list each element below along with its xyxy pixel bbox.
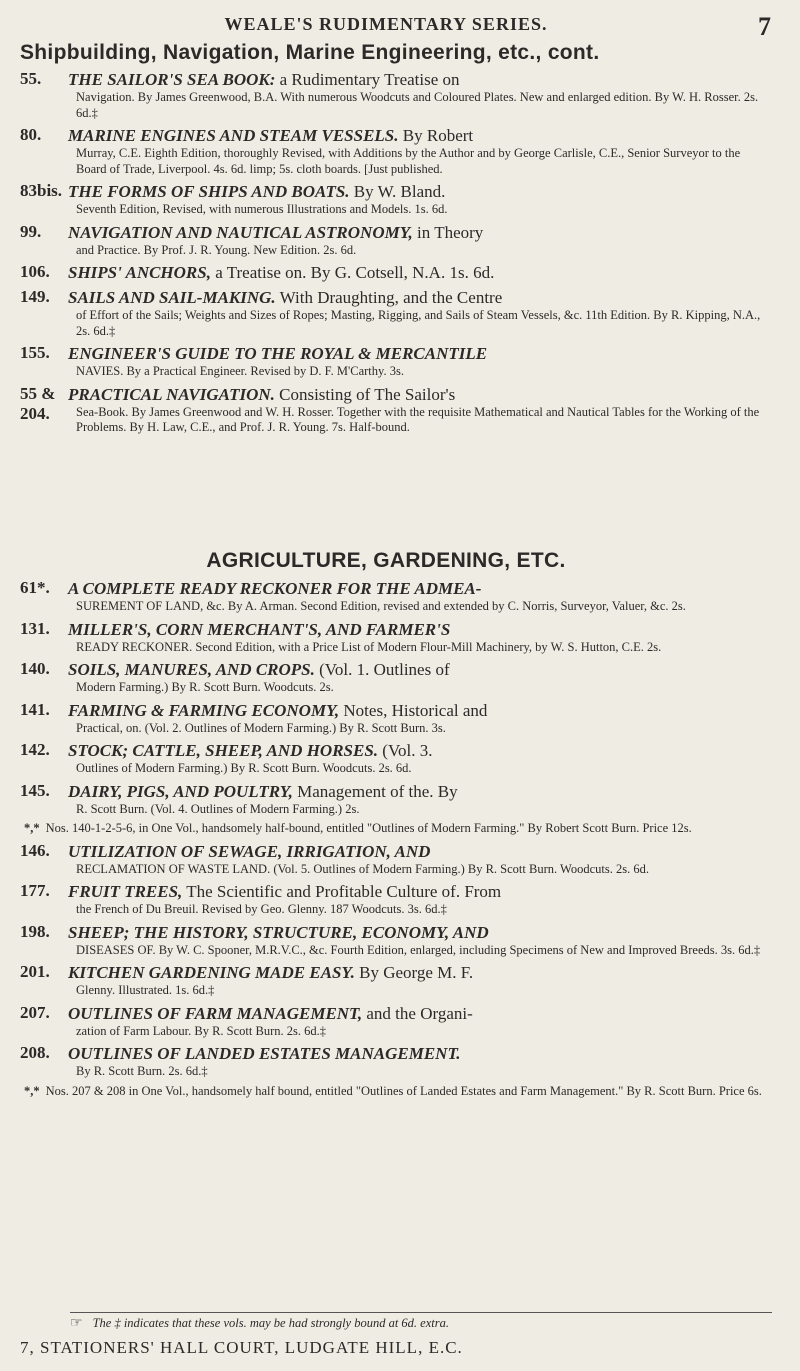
entry-number: 149. xyxy=(20,287,50,306)
catalogue-entry xyxy=(20,125,772,177)
series-note xyxy=(20,821,772,837)
page-number: 7 xyxy=(758,12,772,41)
entry-title-rest: and the Organi- xyxy=(362,1003,473,1023)
catalogue-entry xyxy=(20,181,772,218)
entry-heading xyxy=(68,841,772,862)
entry-description: Seventh Edition, Revised, with numerous Illustrations and Models. 1s. 6d. xyxy=(76,202,448,216)
entry-description: zation of Farm Labour. By R. Scott Burn. 2s. 6d.‡ xyxy=(76,1023,326,1038)
entry-number: 146. xyxy=(20,840,50,860)
pointing-hand-icon: ☞ xyxy=(70,1316,83,1331)
entry-body xyxy=(68,1043,772,1080)
entry-number: 141. xyxy=(20,699,50,719)
catalogue-entry xyxy=(20,384,772,436)
entry-heading xyxy=(68,69,772,90)
entry-title: THE SAILOR'S SEA BOOK: xyxy=(68,70,276,89)
entry-number: 55 & 204. xyxy=(20,383,56,423)
entry-description: NAVIES. By a Practical Engineer. Revised by D. F. M'Carthy. 3s. xyxy=(76,364,404,378)
entry-description: READY RECKONER. Second Edition, with a Price List of Modern Flour-Mill Machinery, by W. S. Hutton, C.E. 2s. xyxy=(76,639,662,654)
entry-description: Practical, on. (Vol. 2. Outlines of Modern Farming.) By R. Scott Burn. 3s. xyxy=(76,720,446,735)
entry-title-rest: in Theory xyxy=(412,222,484,242)
entry-title-rest: a Rudimentary Treatise on xyxy=(275,70,460,89)
entry-heading xyxy=(68,384,772,405)
catalogue-entry xyxy=(20,578,772,615)
entry-number: 55. xyxy=(20,69,42,88)
entry-number: 106. xyxy=(20,262,50,281)
entry-heading xyxy=(68,287,772,308)
entry-title-rest: Management of the. By xyxy=(292,781,458,801)
entry-title: THE FORMS OF SHIPS AND BOATS. xyxy=(68,182,350,201)
catalogue-entry xyxy=(20,69,772,121)
entry-heading xyxy=(68,659,772,680)
entry-heading xyxy=(68,125,772,146)
entry-heading xyxy=(68,262,772,283)
entry-number: 207. xyxy=(20,1002,50,1022)
entry-body xyxy=(68,343,772,380)
entry-description: DISEASES OF. By W. C. Spooner, M.R.V.C., &c. Fourth Edition, enlarged, including Specimens of New and Improved Breeds. 3s. 6d.‡ xyxy=(76,942,761,957)
entry-body xyxy=(68,578,772,615)
entry-title: NAVIGATION AND NAUTICAL ASTRONOMY, xyxy=(68,222,413,242)
entry-heading xyxy=(68,343,772,364)
entry-description: By R. Scott Burn. 2s. 6d.‡ xyxy=(76,1064,208,1078)
note-text: Nos. 207 & 208 in One Vol., handsomely half bound, entitled "Outlines of Landed Estates and Farm Management." By R. Scott Burn. Price 6s. xyxy=(45,1083,762,1098)
entry-number: 201. xyxy=(20,962,50,981)
entry-title: FARMING & FARMING ECONOMY, xyxy=(68,700,340,720)
entry-title-rest: The Scientific and Profitable Culture of. From xyxy=(182,882,502,901)
entry-title-rest: Consisting of The Sailor's xyxy=(274,384,456,404)
catalogue-entry xyxy=(20,922,772,959)
entry-body xyxy=(68,69,772,121)
entry-title: MARINE ENGINES AND STEAM VESSELS. xyxy=(68,126,399,145)
entry-number: 155. xyxy=(20,343,50,362)
entry-list-agriculture xyxy=(20,578,772,1103)
catalogue-entry xyxy=(20,222,772,259)
catalogue-entry xyxy=(20,700,772,737)
entry-heading xyxy=(68,619,772,640)
entry-heading xyxy=(68,881,772,902)
entry-body xyxy=(68,659,772,696)
series-note xyxy=(20,1084,772,1100)
footnote-text: The ‡ indicates that these vols. may be had strongly bound at 6d. extra. xyxy=(92,1316,449,1330)
entry-description: Glenny. Illustrated. 1s. 6d.‡ xyxy=(76,983,215,997)
entry-heading xyxy=(68,578,772,599)
entry-number: 145. xyxy=(20,780,50,800)
entry-heading xyxy=(68,700,772,721)
entry-description: Sea-Book. By James Greenwood and W. H. Rosser. Together with the requisite Mathematical and Nautical Tables for the Working of the Problems. By H. Law, C.E., and Prof. J. R. Young. 7s. Half-bound. xyxy=(76,404,760,434)
entry-description: RECLAMATION OF WASTE LAND. (Vol. 5. Outlines of Modern Farming.) By R. Scott Burn. Woodcuts. 2s. 6d. xyxy=(76,861,649,876)
entry-title: A COMPLETE READY RECKONER FOR THE ADMEA- xyxy=(68,579,482,598)
entry-description: SUREMENT OF LAND, &c. By A. Arman. Second Edition, revised and extended by C. Norris, Surveyor, Valuer, &c. 2s. xyxy=(76,599,686,613)
entry-title: SHIPS' ANCHORS, xyxy=(68,263,211,282)
entry-description: R. Scott Burn. (Vol. 4. Outlines of Modern Farming.) 2s. xyxy=(76,801,360,816)
entry-number: 131. xyxy=(20,618,50,638)
entry-number: 80. xyxy=(20,125,42,144)
entry-title: UTILIZATION OF SEWAGE, IRRIGATION, AND xyxy=(68,841,431,861)
entry-title: PRACTICAL NAVIGATION. xyxy=(68,384,275,404)
entry-number: 61*. xyxy=(20,578,50,597)
footnote xyxy=(70,1312,772,1332)
entry-body xyxy=(68,740,772,777)
entry-title-rest: By George M. F. xyxy=(354,963,474,982)
entry-description: Murray, C.E. Eighth Edition, thoroughly Revised, with Additions by the Author and by George Carlisle, C.E., Senior Surveyor to the Board of Trade, Liverpool. 4s. 6d. limp; 5s. cloth boards. [Just published. xyxy=(76,146,741,176)
entry-title-rest: By W. Bland. xyxy=(349,182,446,201)
entry-body xyxy=(68,262,772,283)
entry-description: the French of Du Breuil. Revised by Geo. Glenny. 187 Woodcuts. 3s. 6d.‡ xyxy=(76,902,447,916)
catalogue-entry xyxy=(20,262,772,283)
entry-description: of Effort of the Sails; Weights and Sizes of Ropes; Masting, Rigging, and Sails of Steam Vessels, &c. 11th Edition. By R. Kipping, N.A., 2s. 6d.‡ xyxy=(76,308,761,338)
entry-number: 142. xyxy=(20,740,50,759)
note-marker: *,* xyxy=(24,1083,40,1098)
entry-heading xyxy=(68,1043,772,1064)
entry-body xyxy=(68,1003,772,1040)
entry-body xyxy=(68,962,772,999)
entry-title: MILLER'S, CORN MERCHANT'S, AND FARMER'S xyxy=(68,619,451,639)
catalogue-entry xyxy=(20,1003,772,1040)
entry-number: 140. xyxy=(20,659,50,678)
catalogue-entry xyxy=(20,962,772,999)
entry-number: 208. xyxy=(20,1043,50,1062)
entry-body xyxy=(68,922,772,959)
entry-title: SOILS, MANURES, AND CROPS. xyxy=(68,660,315,679)
entry-title: SAILS AND SAIL-MAKING. xyxy=(68,288,276,307)
catalogue-entry xyxy=(20,740,772,777)
catalogue-entry xyxy=(20,659,772,696)
entry-heading xyxy=(68,740,772,761)
entry-body xyxy=(68,384,772,436)
entry-list-shipbuilding xyxy=(20,69,772,440)
section-title-shipbuilding: Shipbuilding, Navigation, Marine Engineering, etc., cont. xyxy=(20,41,600,64)
entry-body xyxy=(68,700,772,737)
catalogue-entry xyxy=(20,781,772,818)
entry-title-rest: By Robert xyxy=(398,126,474,145)
entry-number: 198. xyxy=(20,921,50,941)
entry-title-rest: With Draughting, and the Centre xyxy=(275,288,503,307)
entry-description: Navigation. By James Greenwood, B.A. With numerous Woodcuts and Coloured Plates. New and enlarged edition. By W. H. Rosser. 2s. 6d.‡ xyxy=(76,90,759,120)
entry-title: KITCHEN GARDENING MADE EASY. xyxy=(68,963,355,982)
entry-title-rest: a Treatise on. By G. Cotsell, N.A. 1s. 6d. xyxy=(210,263,495,282)
entry-number: 99. xyxy=(20,221,42,241)
entry-body xyxy=(68,222,772,259)
entry-title-rest: Notes, Historical and xyxy=(339,700,488,720)
entry-heading xyxy=(68,1003,772,1024)
entry-body xyxy=(68,181,772,218)
entry-title-rest: (Vol. 3. xyxy=(378,741,433,760)
publisher-imprint: 7, STATIONERS' HALL COURT, LUDGATE HILL, E.C. xyxy=(20,1338,463,1357)
entry-heading xyxy=(68,781,772,802)
running-head xyxy=(0,12,772,41)
note-text: Nos. 140-1-2-5-6, in One Vol., handsomely half-bound, entitled "Outlines of Modern Farming." By Robert Scott Burn. Price 12s. xyxy=(45,821,692,835)
entry-heading xyxy=(68,222,772,243)
catalogue-entry xyxy=(20,881,772,918)
catalogue-entry xyxy=(20,1043,772,1080)
entry-title: OUTLINES OF FARM MANAGEMENT, xyxy=(68,1003,363,1023)
entry-body xyxy=(68,619,772,656)
entry-body xyxy=(68,125,772,177)
entry-description: Outlines of Modern Farming.) By R. Scott Burn. Woodcuts. 2s. 6d. xyxy=(76,761,412,775)
catalogue-entry xyxy=(20,287,772,339)
entry-body xyxy=(68,841,772,878)
catalogue-entry xyxy=(20,841,772,878)
entry-description: Modern Farming.) By R. Scott Burn. Woodcuts. 2s. xyxy=(76,680,334,694)
entry-number: 83bis. xyxy=(20,181,63,200)
entry-body xyxy=(68,781,772,818)
entry-title: OUTLINES OF LANDED ESTATES MANAGEMENT. xyxy=(68,1044,461,1063)
running-title: WEALE'S RUDIMENTARY SERIES. xyxy=(224,14,548,34)
entry-heading xyxy=(68,962,772,983)
entry-title: FRUIT TREES, xyxy=(68,882,183,901)
section-title-agriculture: AGRICULTURE, GARDENING, ETC. xyxy=(206,549,566,572)
entry-title-rest: (Vol. 1. Outlines of xyxy=(314,660,450,679)
note-marker: *,* xyxy=(24,821,40,835)
entry-number: 177. xyxy=(20,881,50,900)
catalogue-entry xyxy=(20,343,772,380)
entry-body xyxy=(68,881,772,918)
entry-description: and Practice. By Prof. J. R. Young. New Edition. 2s. 6d. xyxy=(76,242,357,257)
entry-title: ENGINEER'S GUIDE TO THE ROYAL & MERCANTILE xyxy=(68,344,488,363)
entry-heading xyxy=(68,181,772,202)
entry-title: SHEEP; THE HISTORY, STRUCTURE, ECONOMY, AND xyxy=(68,922,489,942)
entry-title: STOCK; CATTLE, SHEEP, AND HORSES. xyxy=(68,741,379,760)
entry-heading xyxy=(68,922,772,943)
catalogue-entry xyxy=(20,619,772,656)
entry-body xyxy=(68,287,772,339)
entry-title: DAIRY, PIGS, AND POULTRY, xyxy=(68,781,293,801)
